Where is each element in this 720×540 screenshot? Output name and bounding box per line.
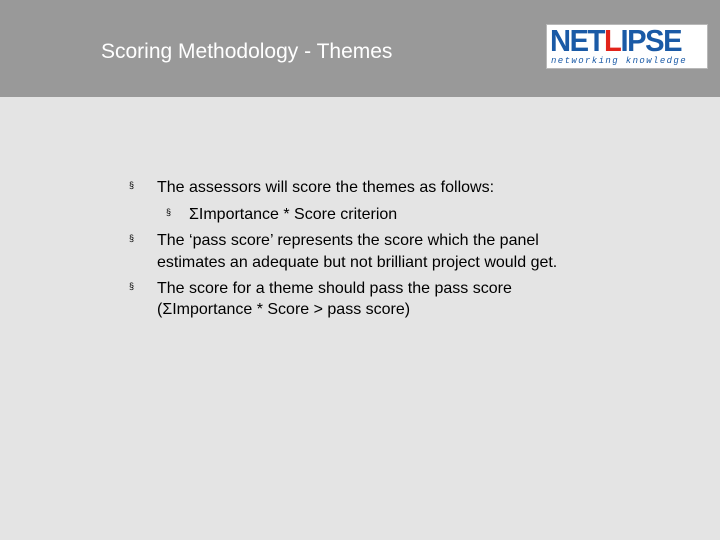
bullet-marker: § [129,180,135,190]
netlipse-logo [546,24,708,69]
slide-title: Scoring Methodology - Themes [101,40,393,63]
bullet-3-line-1: The score for a theme should pass the pass score [157,280,512,297]
slide-body [0,97,720,540]
header-bar [0,0,720,97]
bullet-2-line-1: The ‘pass score’ represents the score which the panel [157,232,539,249]
bullet-marker: § [129,281,135,291]
logo-wordmark: NETLIPSE [550,23,682,58]
logo-tagline: networking knowledge [551,56,688,66]
bullet-marker: § [129,233,135,243]
bullet-1-line-1: The assessors will score the themes as follows: [157,179,495,196]
bullet-3-line-2: (ΣImportance * Score > pass score) [157,301,411,318]
sub-bullet-marker: § [166,207,172,217]
sub-bullet-1-line-1: ΣImportance * Score criterion [189,206,398,223]
bullet-2-line-2: estimates an adequate but not brilliant project would get. [157,254,558,271]
